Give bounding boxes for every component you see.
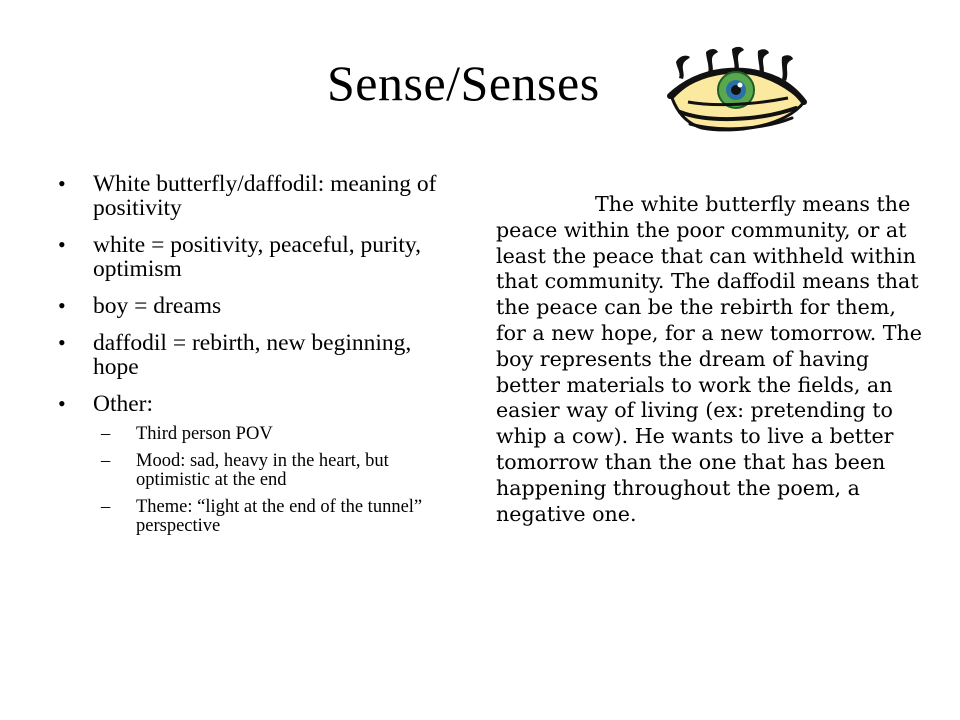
sub-bullet-item: – Third person POV [101,424,273,444]
dash-icon: – [101,451,111,471]
bullet-icon: • [58,330,66,355]
bullet-item: • daffodil = rebirth, new beginning, hope [58,330,412,380]
bullet-icon: • [58,232,66,257]
bullet-item-other: • Other: – Third person POV – Mood: sad, heavy in the heart, but optimistic at the end – Theme: “light at the end of the tunnel” perspective [58,392,458,536]
dash-icon: – [101,424,111,444]
bullet-item: • boy = dreams [58,293,222,319]
slide-title: Sense/Senses [327,55,600,111]
left-bullet-list [58,172,458,549]
dash-icon: – [101,497,111,517]
bullet-icon: • [58,391,66,416]
sub-bullet-item: – Theme: “light at the end of the tunnel” perspective [101,497,423,536]
bullet-item: • White butterfly/daffodil: meaning of positivity [58,171,437,221]
bullet-item: • white = positivity, peaceful, purity, optimism [58,232,422,282]
bullet-icon: • [58,171,66,196]
body-paragraph: The white butterfly means the peace within the poor community, or at least the peace that can withheld within that community. The daffodil means that the peace can be the rebirth for them, for a new hope, for a new tomorrow. The boy represents the dream of having better materials to work the fields, an easier way of living (ex: pretending to whip a cow). He wants to live a better tomorrow than the one that has been happening throughout the poem, a negative one. [496,192,922,526]
bullet-icon: • [58,293,66,318]
sub-bullet-list [93,425,458,536]
eye-icon [666,46,808,134]
sub-bullet-item: – Mood: sad, heavy in the heart, but optimistic at the end [101,451,389,490]
